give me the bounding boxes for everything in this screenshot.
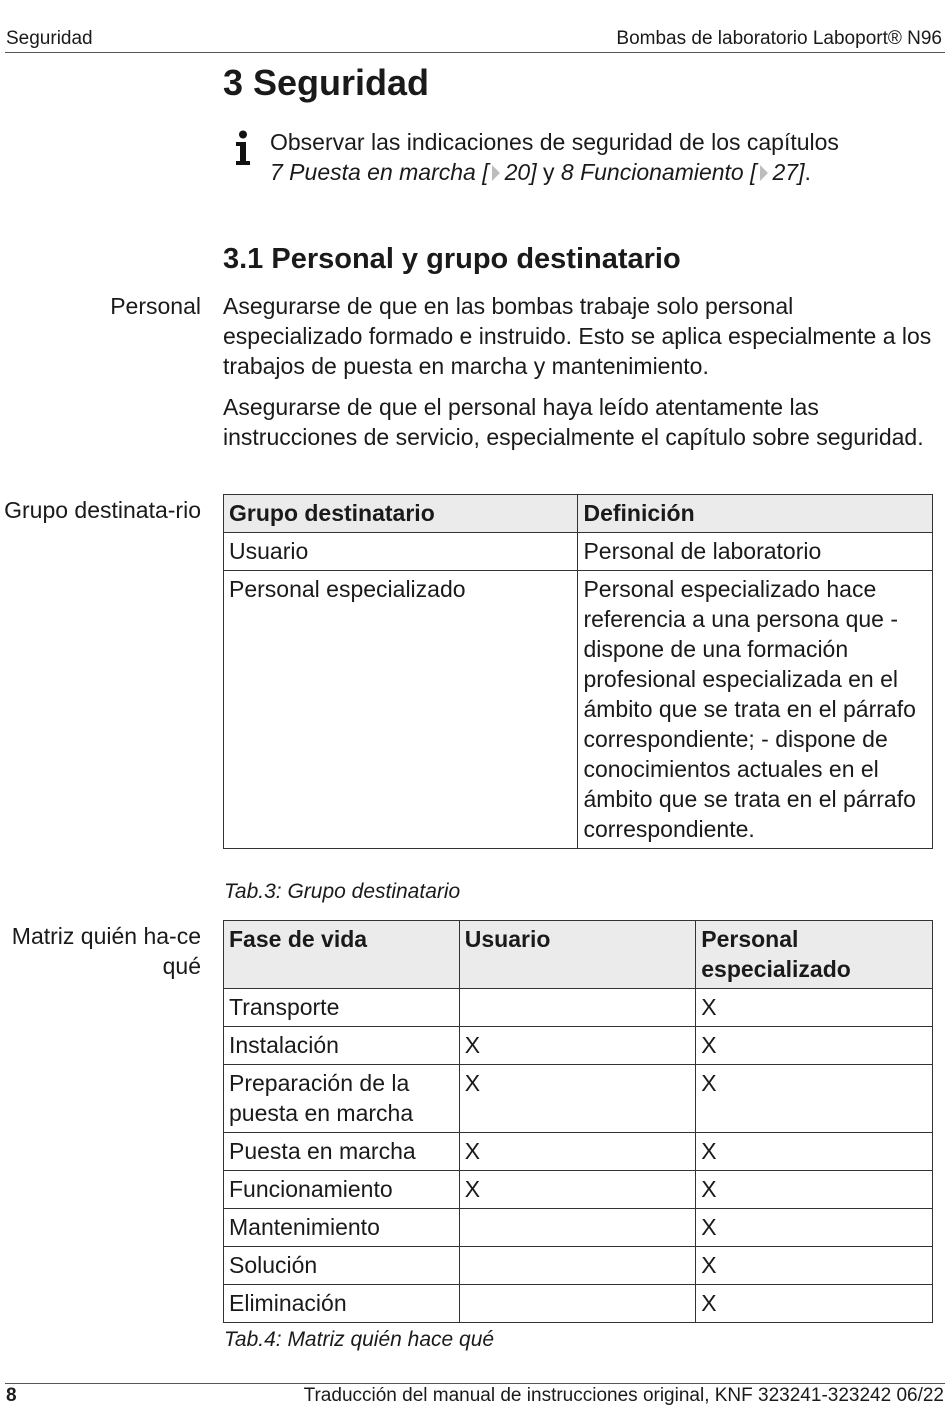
table-row bbox=[224, 1209, 933, 1247]
table-row bbox=[224, 1065, 933, 1133]
table-cell: Preparación de la puesta en marcha bbox=[224, 1065, 460, 1133]
table-cell: X bbox=[459, 1065, 695, 1133]
table-cell: X bbox=[696, 1247, 933, 1285]
table-cell: X bbox=[696, 1027, 933, 1065]
table-cell: Mantenimiento bbox=[224, 1209, 460, 1247]
table-cell bbox=[459, 989, 695, 1027]
col-header-fase: Fase de vida bbox=[224, 921, 460, 989]
arrow-right-icon bbox=[760, 165, 768, 181]
col-header-usuario: Usuario bbox=[459, 921, 695, 989]
table-cell: Personal de laboratorio bbox=[578, 533, 933, 571]
table-row bbox=[224, 1247, 933, 1285]
table-cell: X bbox=[696, 989, 933, 1027]
ref-funcionamiento[interactable]: 8 Funcionamiento [ 27] bbox=[560, 159, 805, 185]
info-icon bbox=[233, 130, 253, 166]
table-caption: Tab.4: Matriz quién hace qué bbox=[224, 1328, 495, 1351]
table-cell: X bbox=[459, 1027, 695, 1065]
header-section: Seguridad bbox=[6, 28, 93, 49]
table-row bbox=[224, 1027, 933, 1065]
col-header-definicion: Definición bbox=[578, 495, 933, 533]
table-cell: Personal especializado bbox=[224, 571, 578, 849]
table-cell bbox=[459, 1209, 695, 1247]
col-header-personal: Personal especializado bbox=[696, 921, 933, 989]
table-cell: X bbox=[696, 1285, 933, 1323]
table-cell: X bbox=[696, 1065, 933, 1133]
table-cell: Puesta en marcha bbox=[224, 1133, 460, 1171]
arrow-right-icon bbox=[492, 165, 500, 181]
info-conj: y bbox=[536, 159, 561, 185]
col-header-grupo: Grupo destinatario bbox=[224, 495, 578, 533]
table-cell: X bbox=[696, 1171, 933, 1209]
table-header-row bbox=[224, 495, 933, 533]
side-label-grupo: Grupo destinata-rio bbox=[4, 497, 201, 523]
table-row bbox=[224, 533, 933, 571]
table-cell: Usuario bbox=[224, 533, 578, 571]
ref-puesta-en-marcha[interactable]: 7 Puesta en marcha [ 20] bbox=[270, 159, 537, 185]
table-row bbox=[224, 1285, 933, 1323]
table-grupo-destinatario bbox=[223, 494, 933, 849]
paragraph-personal: Asegurarse de que en las bombas trabaje solo personal especializado formado e instruido. Esto se aplica especialmente a los trabajos de puesta en marcha y mantenimiento. bbox=[223, 293, 932, 379]
table-cell: X bbox=[696, 1133, 933, 1171]
page-number: 8 bbox=[6, 1385, 17, 1406]
table-cell bbox=[459, 1285, 695, 1323]
info-note bbox=[270, 127, 940, 187]
side-label-matriz: Matriz quién ha-ce qué bbox=[11, 923, 201, 979]
table-cell: X bbox=[459, 1133, 695, 1171]
side-label-personal: Personal bbox=[110, 293, 201, 319]
header-rule bbox=[5, 52, 945, 53]
table-caption: Tab.3: Grupo destinatario bbox=[224, 880, 461, 903]
table-cell: X bbox=[459, 1171, 695, 1209]
table-cell: Eliminación bbox=[224, 1285, 460, 1323]
table-row bbox=[224, 1171, 933, 1209]
table-cell bbox=[459, 1247, 695, 1285]
paragraph-instrucciones: Asegurarse de que el personal haya leído atentamente las instrucciones de servicio, especialmente el capítulo sobre seguridad. bbox=[223, 394, 924, 450]
footer-text: Traducción del manual de instrucciones original, KNF 323241-323242 06/22 bbox=[303, 1385, 944, 1406]
table-row bbox=[224, 571, 933, 849]
footer-rule bbox=[5, 1383, 945, 1384]
table-cell: Transporte bbox=[224, 989, 460, 1027]
table-cell: Funcionamiento bbox=[224, 1171, 460, 1209]
table-cell: X bbox=[696, 1209, 933, 1247]
table-row bbox=[224, 989, 933, 1027]
table-cell: Personal especializado hace referencia a una persona que - dispone de una formación profesional especializada en el ámbito que se trata en el párrafo correspondiente; - dispone de conocimientos actuales en el ámbito que se trata en el párrafo correspondiente. bbox=[578, 571, 933, 849]
header-product: Bombas de laboratorio Laboport® N96 bbox=[616, 28, 942, 49]
table-cell: Instalación bbox=[224, 1027, 460, 1065]
section-title: 3.1 Personal y grupo destinatario bbox=[223, 243, 681, 275]
table-row bbox=[224, 1133, 933, 1171]
table-header-row bbox=[224, 921, 933, 989]
info-end: . bbox=[804, 159, 811, 185]
table-cell: Solución bbox=[224, 1247, 460, 1285]
chapter-title: 3 Seguridad bbox=[223, 62, 430, 103]
info-note-text: Observar las indicaciones de seguridad de los capítulos bbox=[270, 129, 839, 155]
table-matriz bbox=[223, 920, 933, 1323]
